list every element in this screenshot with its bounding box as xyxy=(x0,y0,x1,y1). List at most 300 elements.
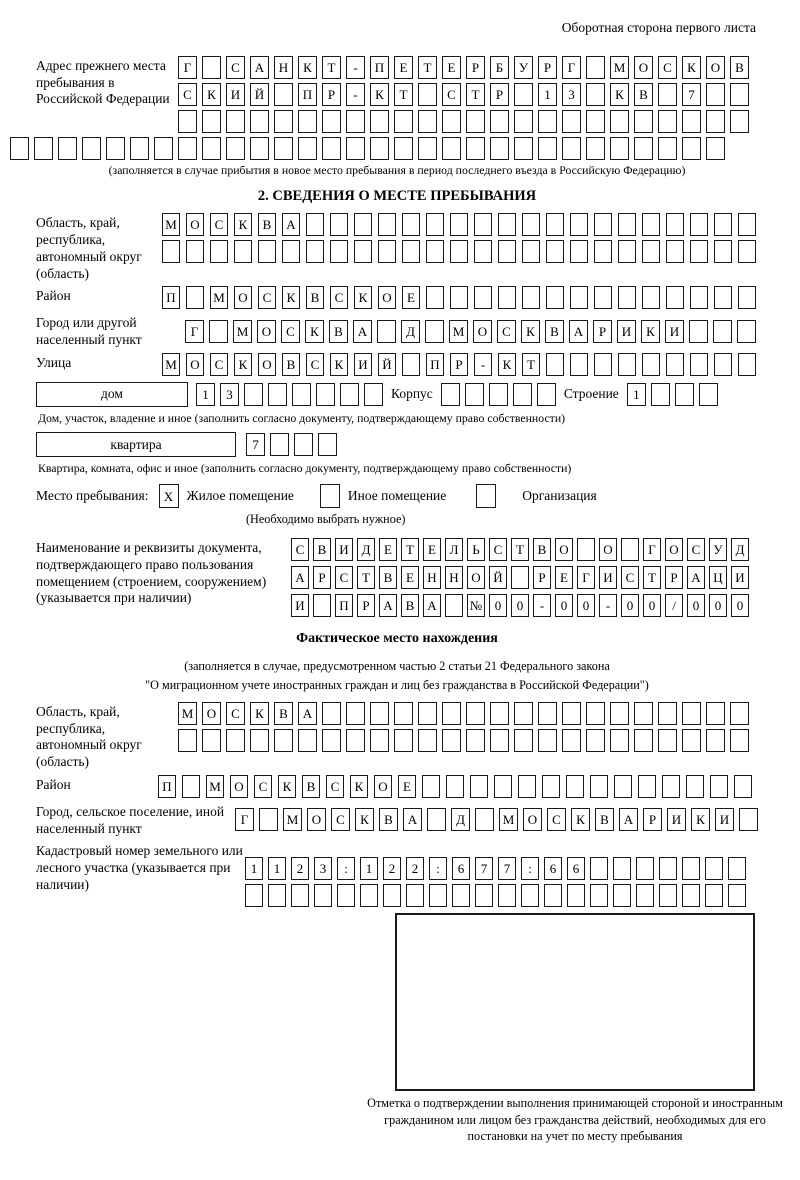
char-box: А xyxy=(250,56,269,79)
char-box: Г xyxy=(643,538,661,561)
char-box xyxy=(360,884,378,907)
char-box: С xyxy=(226,56,245,79)
char-box: Г xyxy=(562,56,581,79)
char-box xyxy=(610,702,629,725)
char-box xyxy=(730,702,749,725)
char-box xyxy=(586,56,605,79)
ulitsa-field xyxy=(36,353,758,376)
char-box xyxy=(418,702,437,725)
char-box xyxy=(642,353,660,376)
char-box: Н xyxy=(274,56,293,79)
char-box xyxy=(322,137,341,160)
char-box: С xyxy=(489,538,507,561)
char-box: У xyxy=(709,538,727,561)
char-box xyxy=(636,857,654,880)
char-box xyxy=(427,808,446,831)
char-box xyxy=(614,775,632,798)
char-box: В xyxy=(282,353,300,376)
char-box xyxy=(651,383,670,406)
dom-value-box: дом xyxy=(36,382,188,407)
char-box xyxy=(274,137,293,160)
char-box xyxy=(298,137,317,160)
char-box xyxy=(730,729,749,752)
char-box xyxy=(666,240,684,263)
char-box xyxy=(538,110,557,133)
raion-row xyxy=(162,286,756,309)
char-box: О xyxy=(186,353,204,376)
char-box xyxy=(690,353,708,376)
char-box: К xyxy=(610,83,629,106)
option-label-zhiloe: Жилое помещение xyxy=(186,488,294,504)
char-box: У xyxy=(514,56,533,79)
char-box xyxy=(610,729,629,752)
char-box: О xyxy=(202,702,221,725)
char-box: О xyxy=(634,56,653,79)
char-box: И xyxy=(715,808,734,831)
char-box: М xyxy=(610,56,629,79)
char-box xyxy=(714,213,732,236)
char-box xyxy=(474,286,492,309)
char-box xyxy=(686,775,704,798)
char-box: 6 xyxy=(452,857,470,880)
char-box: В xyxy=(533,538,551,561)
char-box: Д xyxy=(357,538,375,561)
char-box: В xyxy=(545,320,564,343)
checkbox-organizatsiya xyxy=(476,484,496,508)
char-box xyxy=(346,729,365,752)
char-box: В xyxy=(401,594,419,617)
char-box: - xyxy=(533,594,551,617)
char-box: С xyxy=(497,320,516,343)
kadastr-row-1 xyxy=(245,857,746,880)
char-box: Д xyxy=(731,538,749,561)
char-box: Р xyxy=(357,594,375,617)
char-box xyxy=(354,213,372,236)
char-box: К xyxy=(370,83,389,106)
prev-address-row-1 xyxy=(178,56,749,79)
char-box xyxy=(274,729,293,752)
char-box: В xyxy=(329,320,348,343)
char-box: А xyxy=(282,213,300,236)
char-box: М xyxy=(449,320,468,343)
char-box xyxy=(378,240,396,263)
char-box: П xyxy=(298,83,317,106)
char-box xyxy=(566,775,584,798)
char-box: И xyxy=(617,320,636,343)
ulitsa-row xyxy=(162,353,756,376)
char-box: Б xyxy=(490,56,509,79)
char-box: И xyxy=(731,566,749,589)
raion-field xyxy=(36,286,758,309)
char-box: 0 xyxy=(489,594,507,617)
char-box: К xyxy=(691,808,710,831)
char-box xyxy=(682,137,701,160)
char-box: 2 xyxy=(406,857,424,880)
char-box: А xyxy=(379,594,397,617)
char-box: С xyxy=(178,83,197,106)
char-box xyxy=(186,240,204,263)
char-box xyxy=(730,110,749,133)
char-box: Е xyxy=(394,56,413,79)
char-box xyxy=(522,286,540,309)
doc-row-2 xyxy=(291,566,749,589)
char-box xyxy=(268,884,286,907)
char-box xyxy=(521,884,539,907)
char-box xyxy=(666,353,684,376)
char-box: В xyxy=(379,808,398,831)
char-box xyxy=(346,702,365,725)
char-box xyxy=(705,857,723,880)
char-box: Т xyxy=(357,566,375,589)
char-box: 2 xyxy=(383,857,401,880)
char-box: С xyxy=(687,538,705,561)
char-box xyxy=(538,729,557,752)
char-box xyxy=(562,137,581,160)
char-box: 1 xyxy=(627,383,646,406)
char-box xyxy=(450,213,468,236)
oblast3-row-1 xyxy=(178,702,749,725)
char-box xyxy=(638,775,656,798)
char-box: Й xyxy=(250,83,269,106)
char-box xyxy=(314,884,332,907)
char-box xyxy=(377,320,396,343)
char-box xyxy=(659,857,677,880)
char-box xyxy=(738,353,756,376)
char-box xyxy=(590,884,608,907)
char-box: С xyxy=(621,566,639,589)
char-box xyxy=(610,110,629,133)
char-box xyxy=(586,137,605,160)
char-box: С xyxy=(547,808,566,831)
checkbox-zhiloe: X xyxy=(159,484,179,508)
char-box: В xyxy=(302,775,320,798)
char-box: К xyxy=(330,353,348,376)
kvartira-value-box: квартира xyxy=(36,432,236,457)
actual-location-title: Фактическое место нахождения xyxy=(296,631,498,647)
char-box: С xyxy=(306,353,324,376)
char-box xyxy=(490,137,509,160)
char-box: В xyxy=(306,286,324,309)
char-box xyxy=(546,240,564,263)
char-box: 7 xyxy=(246,433,265,456)
char-box: - xyxy=(346,83,365,106)
char-box xyxy=(466,137,485,160)
char-box xyxy=(474,240,492,263)
char-box xyxy=(130,137,149,160)
option-label-organizatsiya: Организация xyxy=(522,488,597,504)
char-box xyxy=(466,110,485,133)
char-box xyxy=(340,383,359,406)
char-box: - xyxy=(599,594,617,617)
char-box xyxy=(498,240,516,263)
char-box xyxy=(226,729,245,752)
char-box xyxy=(322,110,341,133)
dom-field xyxy=(36,382,758,407)
char-box xyxy=(445,594,463,617)
char-box xyxy=(202,110,221,133)
place-type-row xyxy=(36,484,758,508)
char-box xyxy=(406,884,424,907)
char-box: Т xyxy=(643,566,661,589)
oblast3-row-2 xyxy=(178,729,749,752)
char-box xyxy=(618,286,636,309)
char-box xyxy=(586,729,605,752)
char-box: К xyxy=(354,286,372,309)
char-box xyxy=(542,775,560,798)
char-box: Г xyxy=(178,56,197,79)
char-box: П xyxy=(162,286,180,309)
char-box: 0 xyxy=(555,594,573,617)
char-box: О xyxy=(258,353,276,376)
char-box: 0 xyxy=(577,594,595,617)
char-box xyxy=(642,286,660,309)
prev-address-label: Адрес прежнего места пребывания в Российской Федерации xyxy=(36,58,170,107)
char-box xyxy=(346,137,365,160)
kvartira-caption: Квартира, комната, офис и иное (заполнить согласно документу, подтверждающему право собственности) xyxy=(38,461,572,476)
char-box xyxy=(570,240,588,263)
prev-address-row-4 xyxy=(10,137,758,160)
char-box: К xyxy=(641,320,660,343)
prev-address-block xyxy=(36,56,758,133)
char-box: А xyxy=(423,594,441,617)
char-box: С xyxy=(330,286,348,309)
char-box xyxy=(268,383,287,406)
char-box xyxy=(738,213,756,236)
char-box xyxy=(570,353,588,376)
char-box xyxy=(370,137,389,160)
char-box xyxy=(354,240,372,263)
char-box: Д xyxy=(401,320,420,343)
char-box: Т xyxy=(322,56,341,79)
gorod-label: Город или другой населенный пункт xyxy=(36,315,142,347)
char-box: О xyxy=(555,538,573,561)
char-box xyxy=(202,56,221,79)
char-box: К xyxy=(234,213,252,236)
char-box: Р xyxy=(313,566,331,589)
char-box xyxy=(298,110,317,133)
char-box xyxy=(465,383,484,406)
char-box xyxy=(514,702,533,725)
char-box xyxy=(706,83,725,106)
char-box: К xyxy=(571,808,590,831)
char-box xyxy=(429,884,447,907)
char-box xyxy=(394,702,413,725)
doc-row-3 xyxy=(291,594,749,617)
char-box: / xyxy=(665,594,683,617)
char-box: С xyxy=(331,808,350,831)
char-box xyxy=(514,729,533,752)
char-box: О xyxy=(706,56,725,79)
char-box: И xyxy=(226,83,245,106)
char-box xyxy=(634,137,653,160)
char-box: К xyxy=(202,83,221,106)
char-box: 0 xyxy=(643,594,661,617)
char-box xyxy=(498,884,516,907)
char-box xyxy=(590,775,608,798)
char-box: С xyxy=(258,286,276,309)
kadastr-field xyxy=(36,841,758,907)
char-box: А xyxy=(291,566,309,589)
char-box xyxy=(699,383,718,406)
char-box xyxy=(258,240,276,263)
kadastr-row-2 xyxy=(245,884,746,907)
char-box xyxy=(642,240,660,263)
char-box xyxy=(418,83,437,106)
page-side-note: Оборотная сторона первого листа xyxy=(561,20,756,35)
gorod-row xyxy=(185,320,756,343)
char-box: И xyxy=(599,566,617,589)
gorod3-field xyxy=(36,802,758,837)
char-box xyxy=(570,213,588,236)
char-box xyxy=(394,729,413,752)
char-box xyxy=(402,213,420,236)
char-box xyxy=(210,240,228,263)
char-box: В xyxy=(258,213,276,236)
char-box xyxy=(322,729,341,752)
char-box xyxy=(466,729,485,752)
char-box xyxy=(562,110,581,133)
char-box xyxy=(490,110,509,133)
char-box xyxy=(682,884,700,907)
place-type-note: (Необходимо выбрать нужное) xyxy=(246,512,406,527)
char-box xyxy=(610,137,629,160)
char-box: С xyxy=(210,353,228,376)
char-box: Р xyxy=(643,808,662,831)
char-box xyxy=(346,110,365,133)
char-box: М xyxy=(162,213,180,236)
char-box xyxy=(730,83,749,106)
char-box xyxy=(322,702,341,725)
char-box xyxy=(270,433,289,456)
char-box: М xyxy=(178,702,197,725)
char-box: Й xyxy=(489,566,507,589)
char-box: Г xyxy=(577,566,595,589)
char-box xyxy=(426,286,444,309)
char-box xyxy=(422,775,440,798)
char-box: П xyxy=(158,775,176,798)
char-box: М xyxy=(499,808,518,831)
char-box xyxy=(522,240,540,263)
char-box: В xyxy=(595,808,614,831)
char-box: Р xyxy=(466,56,485,79)
char-box xyxy=(636,884,654,907)
char-box: А xyxy=(403,808,422,831)
char-box: Н xyxy=(423,566,441,589)
char-box xyxy=(226,110,245,133)
char-box: О xyxy=(665,538,683,561)
char-box: О xyxy=(599,538,617,561)
char-box: М xyxy=(233,320,252,343)
char-box xyxy=(714,240,732,263)
char-box xyxy=(364,383,383,406)
char-box: 0 xyxy=(731,594,749,617)
char-box xyxy=(567,884,585,907)
char-box xyxy=(642,213,660,236)
char-box: К xyxy=(250,702,269,725)
char-box: В xyxy=(730,56,749,79)
char-box xyxy=(282,240,300,263)
char-box xyxy=(475,884,493,907)
char-box xyxy=(658,110,677,133)
char-box: А xyxy=(687,566,705,589)
char-box: И xyxy=(291,594,309,617)
char-box: Ц xyxy=(709,566,727,589)
char-box xyxy=(259,808,278,831)
oblast-row-1 xyxy=(162,213,756,236)
char-box xyxy=(378,213,396,236)
char-box: 0 xyxy=(511,594,529,617)
char-box xyxy=(250,729,269,752)
confirmation-mark-box xyxy=(395,913,755,1091)
char-box: 0 xyxy=(709,594,727,617)
kadastr-label: Кадастровый номер земельного или лесного участка (указывается при наличии) xyxy=(36,843,243,892)
char-box: С xyxy=(291,538,309,561)
char-box: 1 xyxy=(538,83,557,106)
char-box xyxy=(570,286,588,309)
stroenie-label: Строение xyxy=(563,386,619,402)
raion3-field xyxy=(36,775,758,798)
char-box: Р xyxy=(538,56,557,79)
char-box: А xyxy=(619,808,638,831)
char-box xyxy=(370,702,389,725)
char-box: К xyxy=(298,56,317,79)
char-box xyxy=(294,433,313,456)
doc-label: Наименование и реквизиты документа, подтверждающего право пользования помещением (строением, сооружением) (указывается при наличии) xyxy=(36,540,267,606)
doc-field xyxy=(36,538,758,617)
char-box xyxy=(82,137,101,160)
char-box xyxy=(634,110,653,133)
prev-address-row-2 xyxy=(178,83,749,106)
char-box xyxy=(337,884,355,907)
char-box: Т xyxy=(401,538,419,561)
oblast3-label: Область, край, республика, автономный округ (область) xyxy=(36,703,142,770)
char-box xyxy=(706,702,725,725)
char-box xyxy=(728,884,746,907)
char-box xyxy=(442,702,461,725)
char-box xyxy=(690,213,708,236)
char-box xyxy=(442,110,461,133)
char-box: С xyxy=(226,702,245,725)
raion-label: Район xyxy=(36,288,71,304)
char-box xyxy=(522,213,540,236)
char-box: А xyxy=(298,702,317,725)
char-box xyxy=(418,729,437,752)
dom-caption: Дом, участок, владение и иное (заполнить согласно документу, подтверждающему право собственности) xyxy=(38,410,566,425)
char-box xyxy=(738,286,756,309)
char-box: С xyxy=(281,320,300,343)
char-box: И xyxy=(667,808,686,831)
char-box xyxy=(370,110,389,133)
char-box: 3 xyxy=(314,857,332,880)
char-box: О xyxy=(473,320,492,343)
char-box xyxy=(330,240,348,263)
char-box xyxy=(10,137,29,160)
char-box: К xyxy=(682,56,701,79)
char-box: А xyxy=(569,320,588,343)
char-box: Е xyxy=(402,286,420,309)
char-box xyxy=(209,320,228,343)
gorod3-label: Город, сельское поселение, иной населенный пункт xyxy=(36,803,225,836)
char-box: О xyxy=(257,320,276,343)
char-box xyxy=(658,729,677,752)
char-box xyxy=(316,383,335,406)
char-box: П xyxy=(335,594,353,617)
section2-title: 2. СВЕДЕНИЯ О МЕСТЕ ПРЕБЫВАНИЯ xyxy=(257,188,537,205)
char-box xyxy=(618,353,636,376)
char-box xyxy=(739,808,758,831)
char-box xyxy=(682,857,700,880)
char-box: 7 xyxy=(475,857,493,880)
